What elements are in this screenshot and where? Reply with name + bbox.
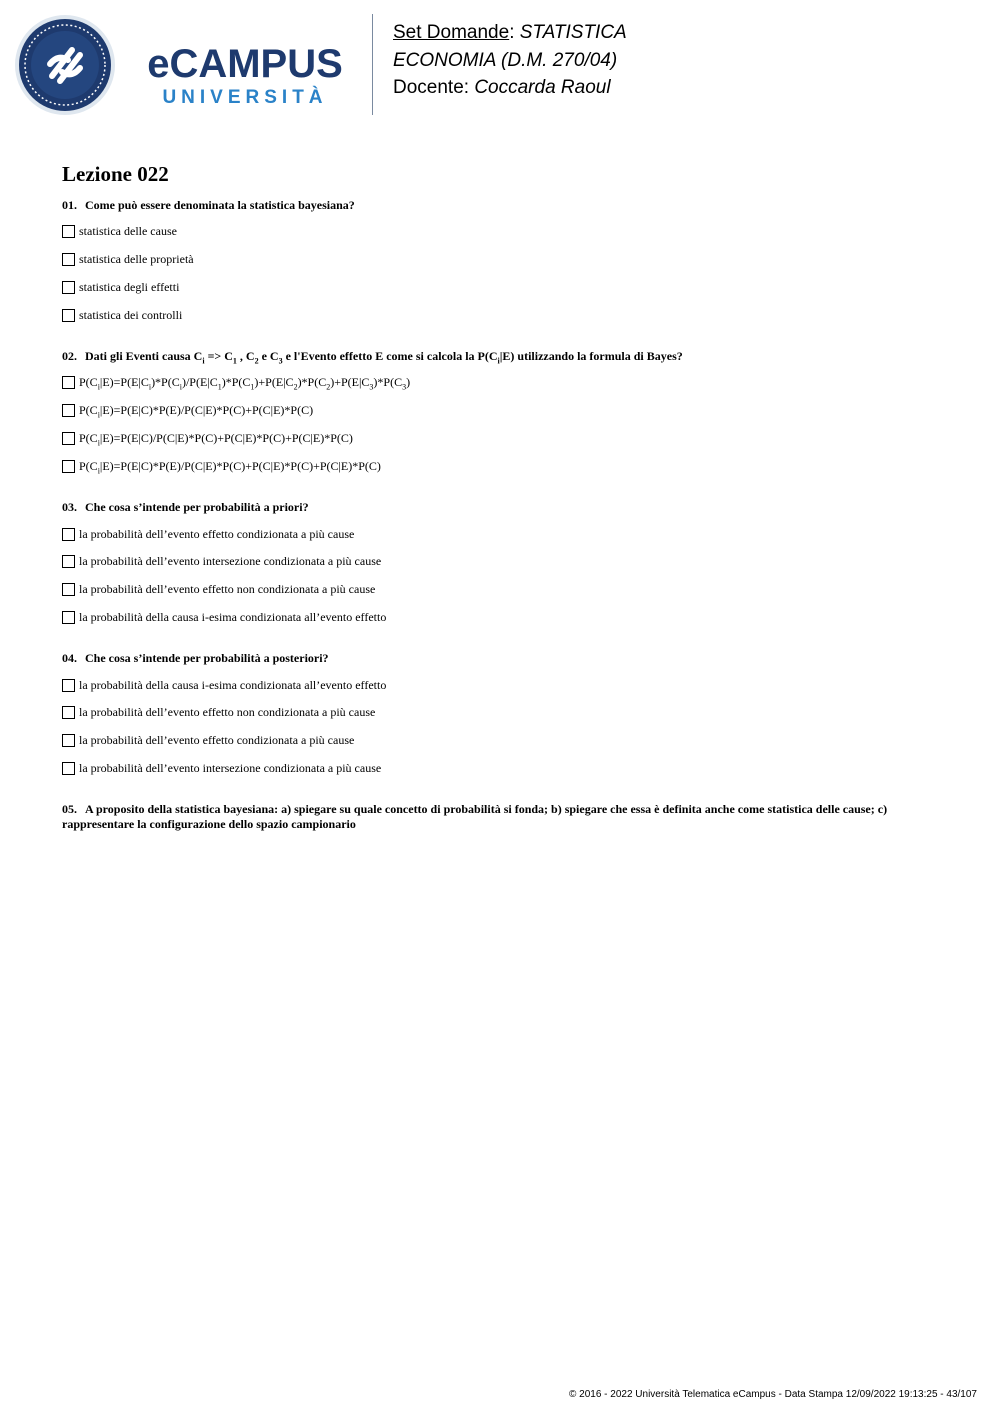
subscript: 2: [326, 382, 331, 392]
answer-label: la probabilità dell’evento effetto condizionata a più cause: [79, 733, 355, 747]
subscript: i: [97, 382, 100, 392]
text-part: |E)=P(E|C: [99, 375, 149, 389]
checkbox[interactable]: [62, 706, 75, 719]
page-footer: © 2016 - 2022 Università Telematica eCampus - Data Stampa 12/09/2022 19:13:25 - 43/107: [569, 1389, 977, 1400]
checkbox[interactable]: [62, 555, 75, 568]
text-part: P(C: [79, 403, 98, 417]
question-number: 03.: [62, 500, 77, 514]
text-part: P(C: [79, 459, 98, 473]
text-part: P(C: [79, 375, 98, 389]
lesson-title: Lezione 022: [62, 162, 169, 186]
text-part: )+P(E|C: [330, 375, 370, 389]
answer-option[interactable]: [62, 526, 354, 543]
set-value-2: ECONOMIA (D.M. 270/04): [393, 50, 618, 71]
question-05: [62, 802, 942, 832]
question-number: 04.: [62, 651, 77, 665]
answer-option[interactable]: [62, 279, 179, 296]
question-number: 01.: [62, 198, 77, 212]
text-part: => C: [204, 349, 233, 363]
question-text: A proposito della statistica bayesiana: a) spiegare su quale concetto di probabilità si fonda; b) spiegare che essa è definita anche come statistica delle cause; c) rappresentare la configurazione dello spazio campionario: [62, 802, 888, 831]
subscript: i: [202, 356, 205, 366]
question-text: [85, 349, 683, 366]
header-teacher-line: [393, 77, 813, 99]
checkbox[interactable]: [62, 253, 75, 266]
subscript: i: [497, 356, 500, 366]
subscript: 2: [254, 356, 259, 366]
answer-label: la probabilità dell’evento intersezione condizionata a più cause: [79, 554, 382, 568]
checkbox[interactable]: [62, 528, 75, 541]
question-number: 05.: [62, 802, 77, 816]
text-part: )+P(E|C: [254, 375, 294, 389]
teacher-value: Coccarda Raoul: [474, 77, 611, 98]
text-part: )*P(C: [151, 375, 180, 389]
text-part: |E) utilizzando la formula di Bayes?: [499, 349, 683, 363]
answer-label: la probabilità dell’evento effetto condizionata a più cause: [79, 527, 355, 541]
question-01: [62, 198, 942, 213]
ecampus-seal-logo: [14, 14, 116, 116]
checkbox[interactable]: [62, 376, 75, 389]
answer-label: statistica degli effetti: [79, 280, 180, 294]
teacher-label: Docente:: [393, 77, 475, 98]
answer-label: statistica dei controlli: [79, 308, 183, 322]
answer-option[interactable]: [62, 430, 353, 447]
answer-label: la probabilità dell’evento intersezione condizionata a più cause: [79, 761, 382, 775]
header-divider: [372, 14, 373, 115]
text-part: |E)=P(E|C)*P(E)/P(C|E)*P(C)+P(C|E)*P(C): [99, 403, 314, 417]
logo-main-text: eCAMPUS: [147, 42, 343, 86]
answer-label: la probabilità della causa i-esima condizionata all’evento effetto: [79, 610, 387, 624]
subscript: 1: [232, 356, 237, 366]
answer-option[interactable]: [62, 307, 182, 324]
text-part: )/P(E|C: [181, 375, 218, 389]
text-part: |E)=P(E|C)/P(C|E)*P(C)+P(C|E)*P(C)+P(C|E)*P(C): [99, 431, 353, 445]
answer-label: [79, 375, 410, 390]
question-04: [62, 651, 942, 666]
checkbox[interactable]: [62, 734, 75, 747]
answer-label: [79, 431, 353, 446]
answer-option[interactable]: [62, 704, 375, 721]
answer-label: statistica delle cause: [79, 224, 177, 238]
text-part: P(C: [79, 431, 98, 445]
ecampus-wordmark: [134, 44, 356, 110]
checkbox[interactable]: [62, 762, 75, 775]
question-text: Come può essere denominata la statistica bayesiana?: [85, 198, 355, 212]
subscript: 3: [278, 356, 283, 366]
checkbox[interactable]: [62, 679, 75, 692]
set-label: Set Domande: [393, 22, 510, 43]
text-part: Dati gli Eventi causa C: [85, 349, 203, 363]
set-sep: :: [509, 22, 520, 43]
question-text: Che cosa s’intende per probabilità a priori?: [85, 500, 309, 514]
subscript: i: [148, 382, 152, 392]
header-set-line-2: [393, 50, 813, 72]
text-part: e l'Evento effetto E come si calcola la P(C: [282, 349, 498, 363]
text-part: )*P(C: [221, 375, 251, 389]
text-part: , C: [236, 349, 255, 363]
answer-option[interactable]: [62, 458, 381, 475]
answer-label: statistica delle proprietà: [79, 252, 194, 266]
subscript: 1: [217, 382, 222, 392]
answer-label: la probabilità dell’evento effetto non condizionata a più cause: [79, 705, 376, 719]
answer-label: [79, 459, 381, 474]
question-02: [62, 349, 942, 364]
text-part: )*P(C: [297, 375, 327, 389]
text-part: )*P(C: [373, 375, 403, 389]
subscript: 3: [369, 382, 374, 392]
subscript: 2: [293, 382, 298, 392]
checkbox[interactable]: [62, 309, 75, 322]
question-number: 02.: [62, 349, 77, 363]
answer-option[interactable]: [62, 374, 410, 391]
answer-option[interactable]: [62, 609, 386, 626]
checkbox[interactable]: [62, 583, 75, 596]
answer-option[interactable]: [62, 402, 313, 419]
subscript: 3: [402, 382, 407, 392]
subscript: i: [97, 466, 100, 476]
checkbox[interactable]: [62, 281, 75, 294]
answer-label: [79, 403, 313, 418]
answer-option[interactable]: [62, 677, 386, 694]
answer-option[interactable]: [62, 223, 177, 240]
answer-label: la probabilità dell’evento effetto non condizionata a più cause: [79, 582, 376, 596]
text-part: e C: [258, 349, 279, 363]
answer-label: la probabilità della causa i-esima condizionata all’evento effetto: [79, 678, 387, 692]
answer-option[interactable]: [62, 251, 194, 268]
text-part: ): [406, 375, 411, 389]
subscript: i: [97, 438, 100, 448]
answer-option[interactable]: [62, 553, 381, 570]
answer-option[interactable]: [62, 581, 375, 598]
subscript: 1: [250, 382, 255, 392]
checkbox[interactable]: [62, 460, 75, 473]
answer-option[interactable]: [62, 732, 354, 749]
subscript: i: [97, 410, 100, 420]
set-value-1: STATISTICA: [519, 22, 627, 43]
checkbox[interactable]: [62, 225, 75, 238]
question-03: [62, 500, 942, 515]
header-set-line: [393, 22, 813, 44]
text-part: |E)=P(E|C)*P(E)/P(C|E)*P(C)+P(C|E)*P(C)+P(C|E)*P(C): [99, 459, 381, 473]
checkbox[interactable]: [62, 404, 75, 417]
logo-sub-text: UNIVERSITÀ: [162, 87, 328, 108]
answer-option[interactable]: [62, 760, 381, 777]
checkbox[interactable]: [62, 611, 75, 624]
checkbox[interactable]: [62, 432, 75, 445]
question-text: Che cosa s’intende per probabilità a posteriori?: [85, 651, 329, 665]
subscript: i: [179, 382, 182, 392]
